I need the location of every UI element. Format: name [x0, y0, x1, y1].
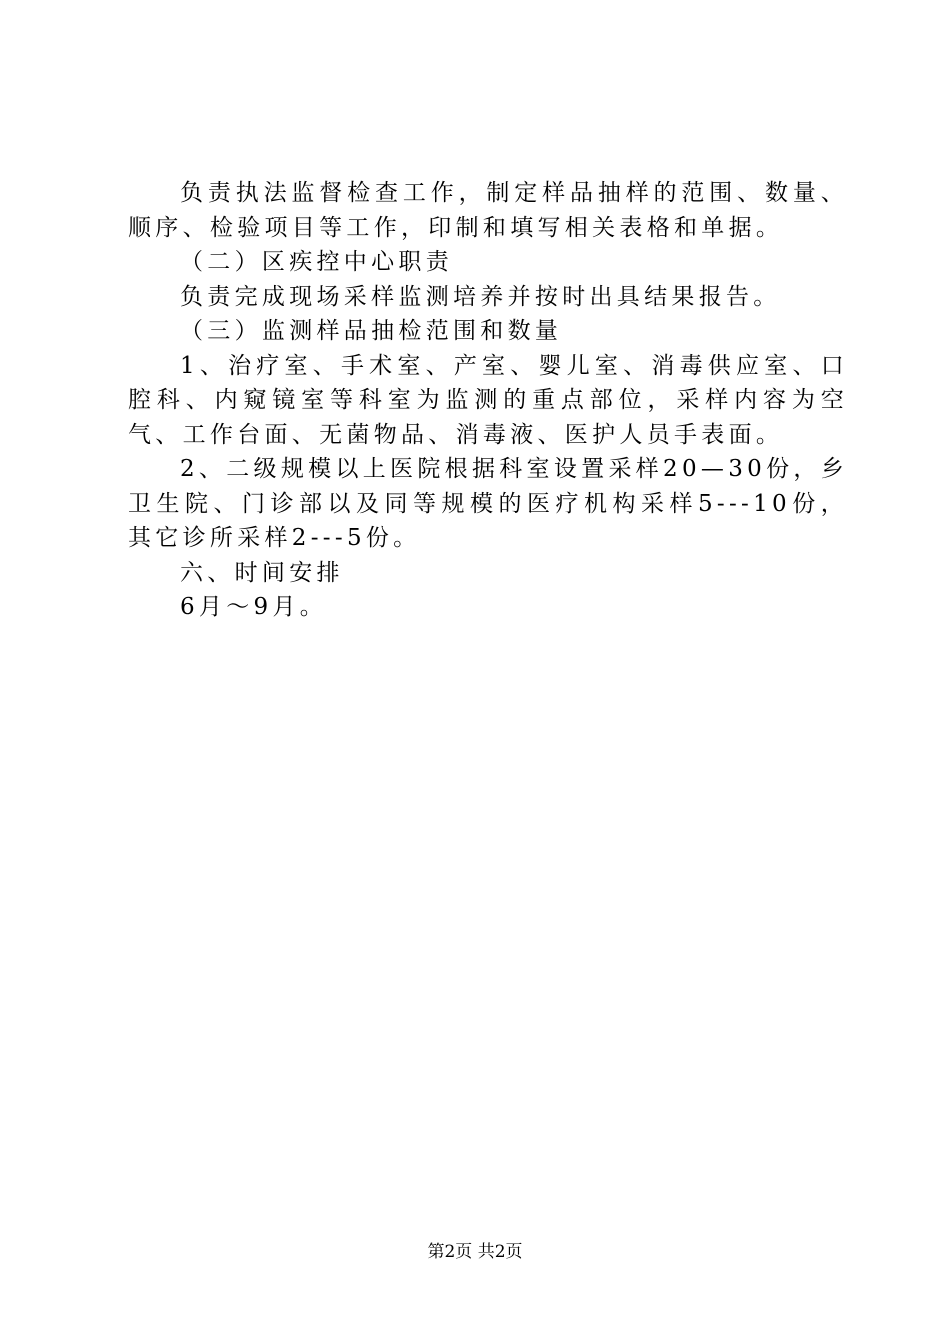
paragraph-schedule-dates: 6月～9月。 — [180, 594, 328, 620]
paragraph-sample-quantities: 2、二级规模以上医院根据科室设置采样20—30份，乡卫生院、门诊部以及同等规模的医疗机构采样5---10份，其它诊所采样2---5份。 — [128, 456, 848, 551]
document-body — [128, 176, 848, 625]
paragraph-inspection-duties: 负责执法监督检查工作，制定样品抽样的范围、数量、顺序、检验项目等工作，印制和填写相关表格和单据。 — [128, 180, 848, 241]
heading-schedule: 六、时间安排 — [180, 559, 344, 586]
paragraph-key-departments: 1、治疗室、手术室、产室、婴儿室、消毒供应室、口腔科、内窥镜室等科室为监测的重点部位，采样内容为空气、工作台面、无菌物品、消毒液、医护人员手表面。 — [128, 352, 848, 448]
heading-district-cdc-duties: （二）区疾控中心职责 — [180, 249, 453, 275]
heading-sampling-scope: （三）监测样品抽检范围和数量 — [180, 318, 563, 344]
paragraph-cdc-duties: 负责完成现场采样监测培养并按时出具结果报告。 — [180, 283, 781, 310]
page-footer: 第2页 共2页 — [427, 1242, 523, 1262]
